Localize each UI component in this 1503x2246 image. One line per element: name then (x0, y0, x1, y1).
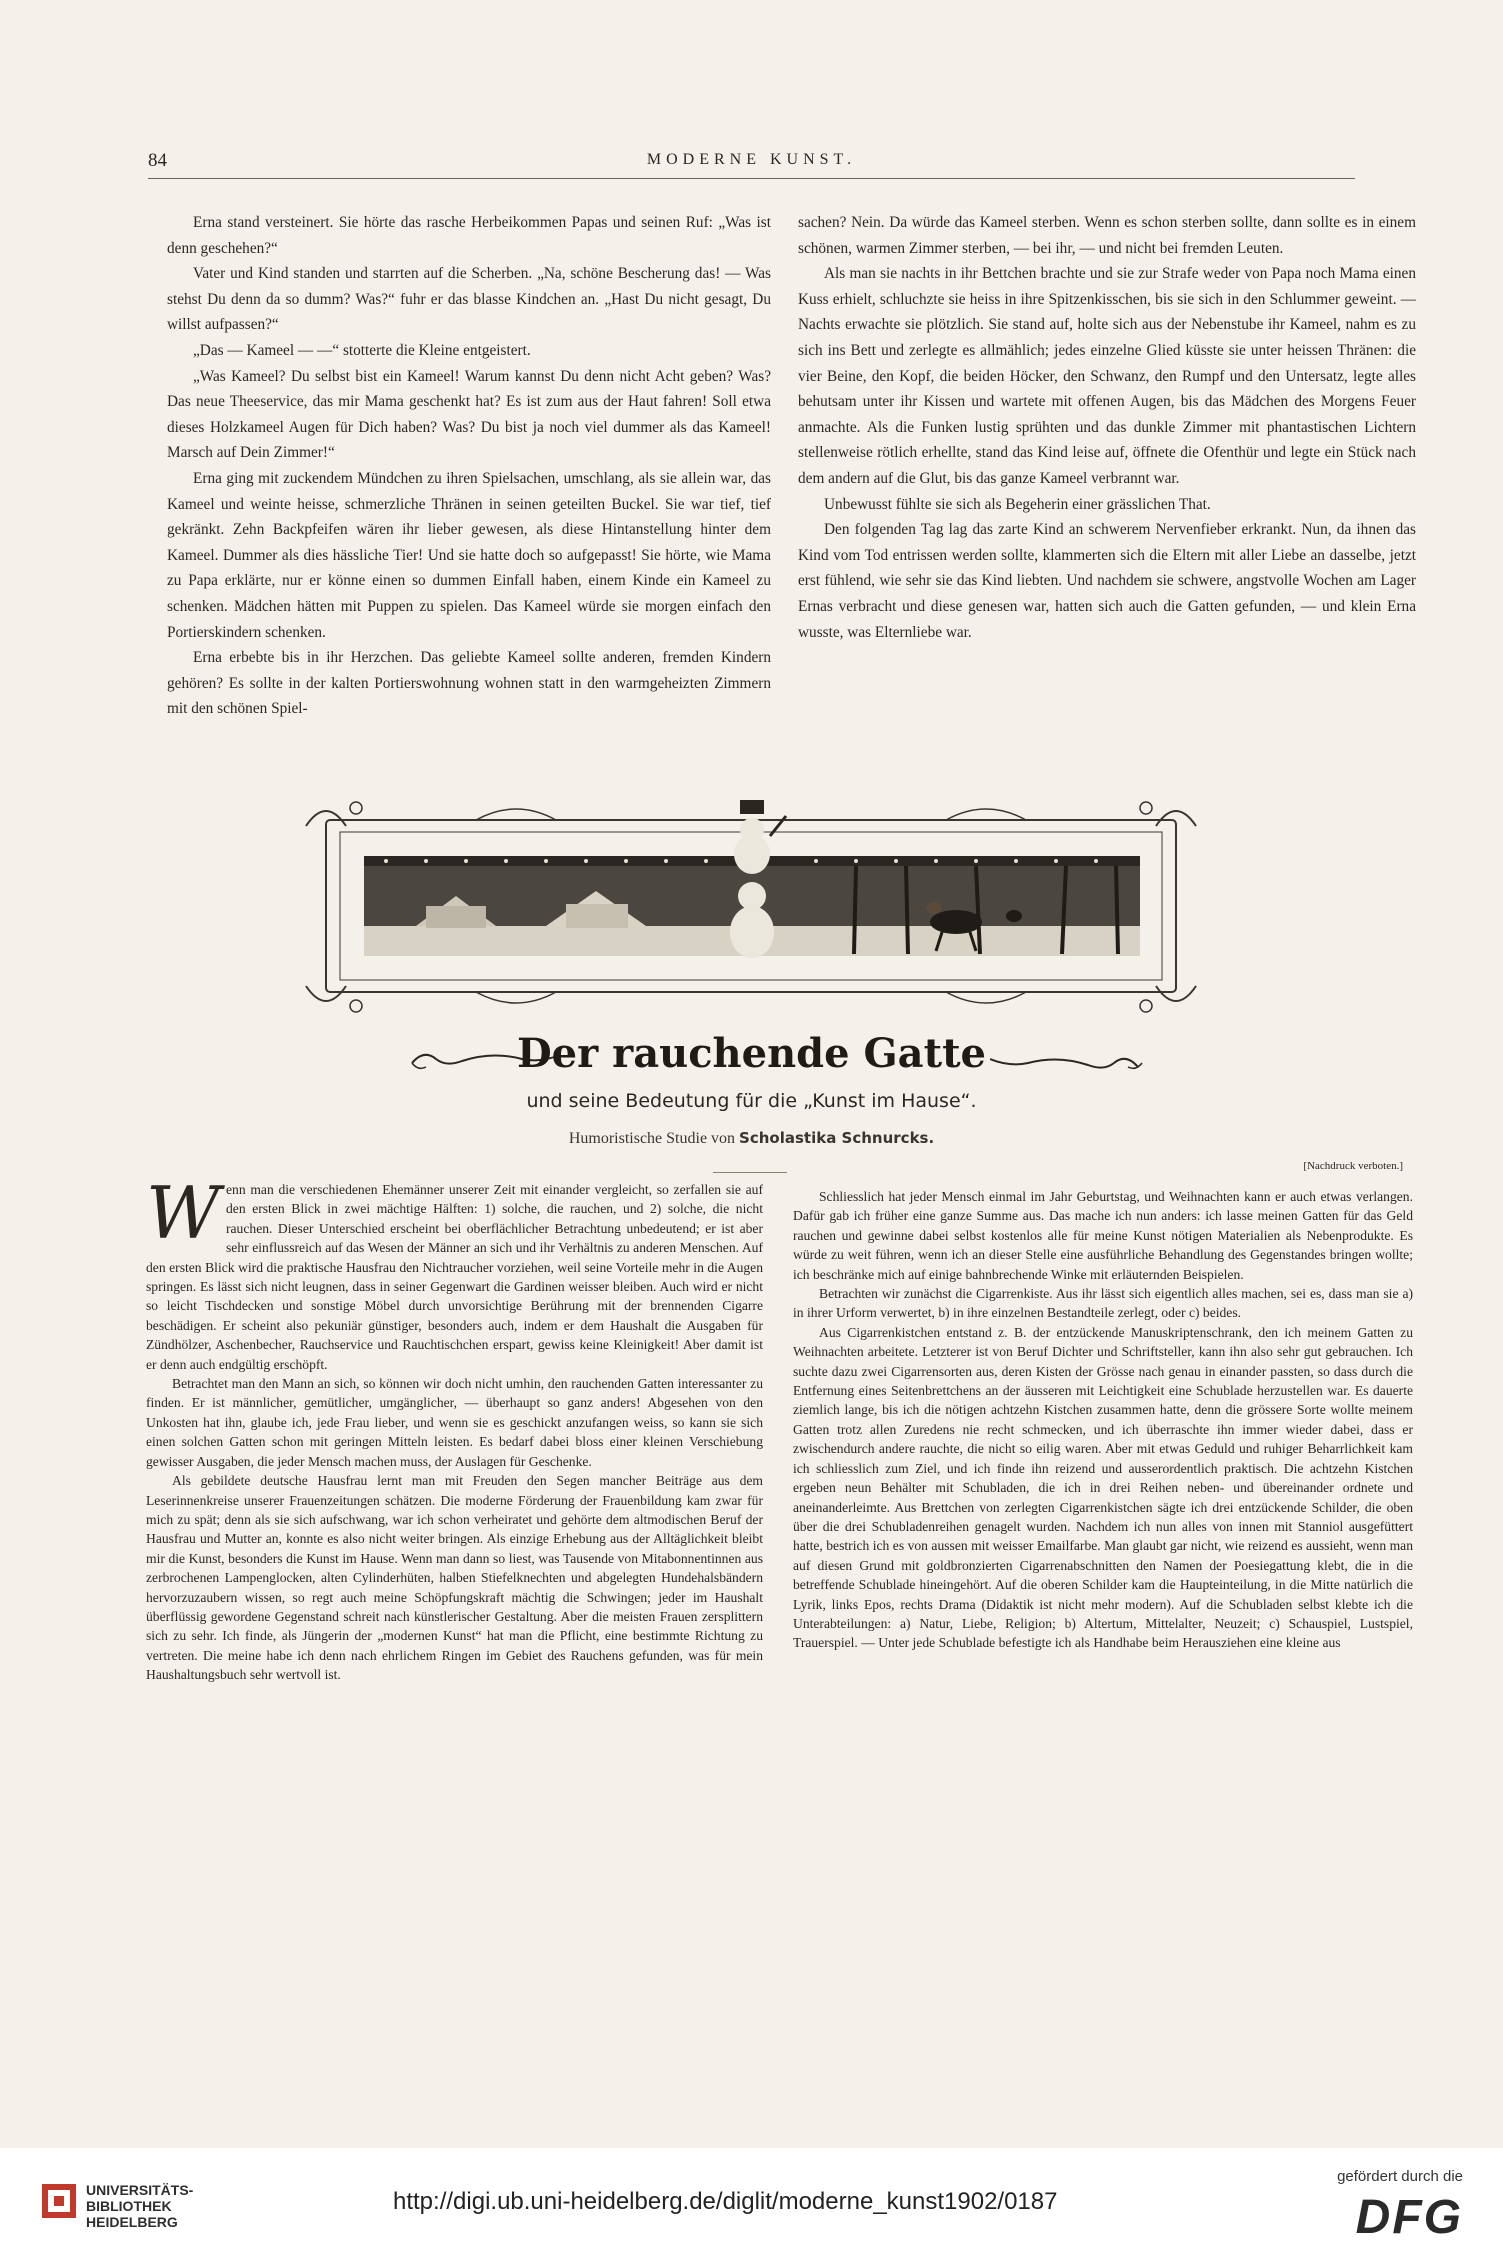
paragraph: Betrachten wir zunächst die Cigarrenkiste. Aus ihr lässt sich eigentlich alles machen, sei es, dass man sie a) in ihrer Urform verwertet, b) in ihre einzelnen Bestandteile zerlegt, oder c) beides. (793, 1286, 1413, 1321)
running-head: MODERNE KUNST. (646, 151, 857, 168)
page-header (148, 150, 1355, 179)
paragraph: Betrachtet man den Mann an sich, so können wir doch nicht umhin, den rauchenden Gatten interessanter zu finden. Er ist männlicher, gemütlicher, umgänglicher, — überhaupt so ganz anders! Abgesehen von den Unkosten hat ihn, glaube ich, jede Frau lieber, und wenn sie es geschickt anzufangen weiss, so kann sie sich einen solchen Gatten schon mit geringen Mitteln leisten. Es bedarf dabei bloss einer kleinen Verschiebung gewisser Ausgaben, die jeder Mensch machen muss, der Auslagen für Geschenke. (146, 1376, 763, 1469)
paragraph: Als gebildete deutsche Hausfrau lernt man mit Freuden den Segen mancher Beiträge aus dem Leserinnenkreise unserer Frauenzeitungen schätzen. Die moderne Förderung der Frauenbildung kam zwar für mich zu spät; denn als sie sich aufschwang, war ich schon verheiratet und gehörte dem altmodischen Beruf der Hausfrau und Mutter an, konnte es also nicht weiter bringen. Als einzige Erhebung aus der Alltäglichkeit bleibt mir die Kunst, besonders die Kunst im Hause. Wenn man dann so liest, was Tausende von Mitabonnentinnen aus zerbrochenen Lampenglocken, alten Cylinderhüten, halben Stiefelknechten und abgelegten Hundehalsbändern hervorzuzaubern wissen, so regt auch meine Schöpfungskraft mächtig die Schwingen; jeder im Haushalt überflüssig gewordene Gegenstand schreit nach künstlerischer Gestaltung. Aber die meisten Frauen zersplittern sich zu sehr. Ich finde, als Jüngerin der „modernen Kunst“ hat man die Pflicht, eine bestimmte Richtung zu vertreten. Die meine habe ich denn nach ehrlichem Ringen im Gebiet des Rauchens gefunden, was für mein Haushaltungsbuch sehr wertvoll ist. (146, 1473, 763, 1683)
article-author: Scholastika Schnurcks. (739, 1129, 935, 1147)
article-title: Der rauchende Gatte (516, 1030, 986, 1077)
paragraph: „Was Kameel? Du selbst bist ein Kameel! Warum kannst Du denn nicht Acht geben? Was? Das neue Theeservice, das mir Mama geschenkt hat? Es ist zum aus der Haut fahren! Soll etwa dieses Holzkameel Augen für Dich haben? Was? Du bist ja noch viel dummer als das Kameel! Marsch auf Dein Zimmer!“ (167, 367, 771, 462)
reprint-notice: [Nachdruck verboten.] (1303, 1160, 1403, 1172)
page-number: 84 (148, 150, 167, 171)
article-byline (0, 1129, 1503, 1148)
byline-prefix: Humoristische Studie von (568, 1130, 736, 1147)
paragraph: Erna stand versteinert. Sie hörte das rasche Herbeikommen Papas und seinen Ruf: „Was ist denn geschehen?“ (167, 214, 771, 257)
digitization-footer (0, 2148, 1503, 2246)
story-column-right (798, 210, 1416, 645)
article-column-right (793, 1187, 1413, 1919)
winter-vignette-ornament (296, 796, 1206, 1018)
paragraph: „Das — Kameel — —“ stotterte die Kleine entgeistert. (193, 341, 531, 359)
article-column-left (146, 1180, 763, 1910)
paragraph: Vater und Kind standen und starrten auf die Scherben. „Na, schöne Bescherung das! — Was stehst Du denn da so dumm? Was?“ fuhr er das blasse Kindchen an. „Hast Du nicht gesagt, Du willst aufpassen?“ (167, 265, 771, 334)
paragraph-text: enn man die verschiedenen Ehemänner unserer Zeit mit einander vergleicht, so zerfallen sie auf den ersten Blick in zwei mächtige Hälften: 1) solche, die rauchen, und 2) solche, die nicht rauchen. Dieser Unterschied erscheint bei oberflächlicher Betrachtung unbedeutend; er ist aber sehr einflussreich auf das Wesen der Männer an sich und ihr Verhältnis zu anderen Menschen. Auf den ersten Blick wird die praktische Hausfrau den Nichtraucher vorziehen, weil seine Vorteile mehr in die Augen springen. Es lässt sich nicht leugnen, dass in seiner Gegenwart die Gardinen weisser bleiben. Auch wird er nicht so leicht Tischdecken und sonstige Möbel durch unvorsichtige Berührung mit der brennenden Cigarre beschädigen. Er scheint also pekuniär günstiger, besonders auch, indem er dem Haushalt die Ausgaben für Zündhölzer, Aschenbecher, Rauchservice und Rauchtischchen erspart, gewiss keine Kleinigkeit! Aber damit ist er denn auch endgültig erschöpft. (146, 1182, 763, 1372)
paragraph: Erna ging mit zuckendem Mündchen zu ihren Spielsachen, umschlang, als sie allein war, das Kameel und weinte heisse, schmerzliche Thränen in seinen geteilten Buckel. Sie war tief, tief gekränkt. Zehn Backpfeifen wären ihr lieber gewesen, als diese Hintanstellung hinter dem Kameel. Dummer als dies hässliche Tier! Und sie hatte doch so aufgepasst! Sie hörte, wie Mama zu Papa erklärte, nur er könne einen so dummen Einfall haben, einem Kinde ein Kameel zu schenken. Mädchen hätten mit Puppen zu spielen. Das Kameel würde sie morgen einfach den Portierskindern schenken. (167, 469, 771, 641)
article-subtitle: und seine Bedeutung für die „Kunst im Hause“. (526, 1090, 977, 1112)
title-flourish-right (990, 1045, 1146, 1075)
paragraph: sachen? Nein. Da würde das Kameel sterben. Wenn es schon sterben sollte, dann sollte es in einem schönen, warmen Zimmer sterben, — bei ihr, — und nicht bei fremden Leuten. (798, 214, 1416, 257)
vignette-illustration (296, 796, 1206, 1018)
paragraph: Erna erbebte bis in ihr Herzchen. Das geliebte Kameel sollte anderen, fremden Kindern gehören? Es sollte in der kalten Portierswohnung wohnen statt in den warmgeheizten Zimmern mit den schönen Spiel- (167, 649, 771, 718)
divider (713, 1172, 787, 1173)
paragraph: Unbewusst fühlte sie sich als Begeherin einer grässlichen That. (824, 495, 1211, 513)
dfg-logo: DFG (1355, 2191, 1463, 2244)
university-seal-icon (40, 2182, 78, 2220)
paragraph: Als man sie nachts in ihr Bettchen brachte und sie zur Strafe weder von Papa noch Mama einen Kuss erhielt, schluchzte sie heiss in ihre Spitzenkisschen, bis sie sich in den Schlummer geweint. — Nachts erwachte sie plötzlich. Sie stand auf, holte sich aus der Nebenstube ihr Kameel, nahm es zu sich ins Bett und zerlegte es allmählich; jedes einzelne Glied küsste sie unter heissen Thränen: die vier Beine, den Kopf, die beiden Höcker, den Schwanz, den Rumpf und den Untersatz, legte alles behutsam unter ihr Kissen und wartete mit offenen Augen, bis das Mädchen des Morgens Feuer anmachte. Als die Funken lustig sprühten und das dunkle Zimmer mit phantastischen Lichtern stellenweise rötlich erhellte, stand das Kind leise auf, öffnete die Ofenthür und legte ein Stück nach dem andern auf die Glut, bis das ganze Kameel verbrannt war. (798, 265, 1416, 487)
institution-name: UNIVERSITÄTS- BIBLIOTHEK HEIDELBERG (86, 2182, 194, 2230)
paragraph: Schliesslich hat jeder Mensch einmal im Jahr Geburtstag, und Weihnachten kann er auch etwas verlangen. Dafür gab ich früher eine ganze Summe aus. Das mache ich nun anders: ich lasse meinen Gatten für das Geld rauchen und gewinne dabei selbst kostenlos alle für meine Kunst nötigen Materialien als Nebenprodukte. Es würde zu weit führen, wenn ich an dieser Stelle eine ausführliche Behandlung des Gegenstandes bringen wollte; ich beschränke mich auf einige bahnbrechende Winke mit erläuternden Beispielen. (793, 1189, 1413, 1282)
story-column-left (167, 210, 771, 722)
paragraph: Aus Cigarrenkistchen entstand z. B. der entzückende Manuskriptenschrank, den ich meinem Gatten zu Weihnachten arbeitete. Letzterer ist von Beruf Dichter und Schriftsteller, kann ihn also sehr gut gebrauchen. Ich suchte dazu zwei Cigarrensorten aus, deren Kisten der Grösse nach genau in einander passten, so dass durch die Entfernung eines Seitenbrettchens an der äusseren mit Leichtigkeit eine Schublade herzustellen war. Es dauerte ziemlich lange, bis ich die nötigen achtzehn Kistchen zusammen hatte, denn die grössere Sorte wollte meinem Gatten trotz allen Zuredens nie recht schmecken, und ich überraschte ihn immer wieder dabei, dass er zwischendurch andere rauchte, die nicht so eilig waren. Aber mit etwas Geduld und ruhiger Beharrlichkeit kam ich schliesslich zum Ziel, und ich finde ihn reizend und ausserordentlich praktisch. Die achtzehn Kistchen ergeben neun Behälter mit Schubladen, die ich in drei Reihen neben- und übereinander ordnete und aneinanderleimte. Aus Brettchen von zerlegten Cigarrenkistchen sägte ich drei entzückende Schilder, die oben über die drei Schubladenreihen genagelt wurden. Nachdem ich nun alles von innen mit Stanniol ausgefüttert hatte, bestrich ich es von aussen mit weisser Emailfarbe. Man glaubt gar nicht, wie reizend es aussieht, wenn man auf diesen Grund mit goldbronzierten Cigarrenabschnitten den Namen der Poesiegattung klebt, die in die betreffende Schublade hineingehört. Auf die oberen Schilder kam die Haupteinteilung, in die Mitte natürlich die Lyrik, links Epos, rechts Drama (Didaktik ist nicht mehr modern). Auf die Schubladen selbst klebte ich die Unterabteilungen: a) Natur, Liebe, Religion; b) Altertum, Mittelalter, Neuzeit; c) Schauspiel, Lustspiel, Trauerspiel. — Unter jede Schublade befestigte ich als Handhabe beim Herausziehen eine kleine aus (793, 1324, 1413, 1651)
source-url-link[interactable]: http://digi.ub.uni-heidelberg.de/diglit/moderne_kunst1902/0187 (393, 2188, 1058, 2215)
paragraph: Den folgenden Tag lag das zarte Kind an schwerem Nervenfieber erkrankt. Nun, da ihnen das Kind vom Tod entrissen werden sollte, klammerten sich die Eltern mit aller Liebe an dasselbe, jetzt erst fühlend, wie sehr sie das Kind liebten. Und nachdem sie schwere, angstvolle Wochen am Lager Ernas verbracht und diese genesen war, hatten sich auch die Gatten gefunden, — und klein Erna wusste, was Elternliebe war. (798, 521, 1416, 641)
paragraph (146, 1180, 763, 1374)
drop-cap: W (146, 1180, 221, 1255)
funder-caption: gefördert durch die (1337, 2168, 1463, 2185)
